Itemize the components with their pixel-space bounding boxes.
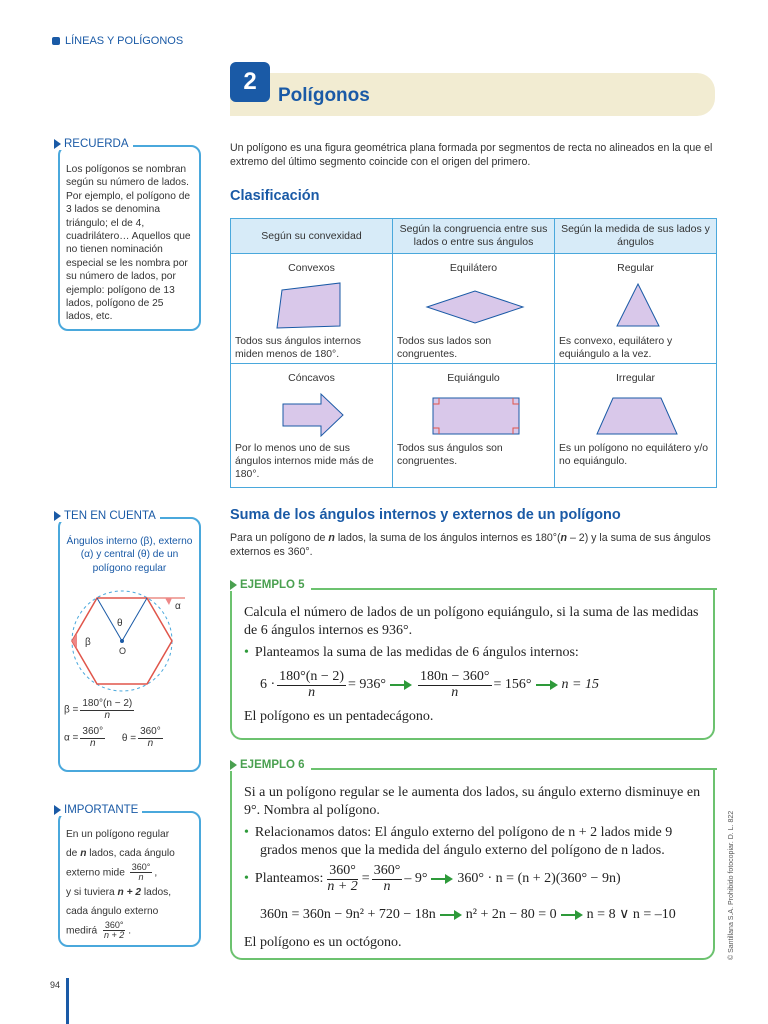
- table-cell: Regular Es convexo, equilátero y equiángulo a la vez.: [554, 253, 717, 364]
- ejemplo5-equation: 6 · $\frac{180^\circ(n - 2)}{n}$ = 936° $\frac{180n - 360^\circ}{n}$ = 156° n = 15: [260, 669, 599, 700]
- hexagon-diagram: [65, 581, 197, 696]
- suma-heading: Suma de los ángulos internos y externos de un polígono: [230, 507, 621, 523]
- triangle-icon: [54, 511, 61, 521]
- page-number: 94: [50, 980, 61, 990]
- ejemplo6-conclusion: El polígono es un octógono.: [244, 935, 402, 950]
- ejemplo5-box: [230, 579, 715, 740]
- ejemplo6-statement: Si a un polígono regular se le aumenta dos lados, su ángulo externo disminuye en 9°. Nombra al polígono.: [244, 785, 701, 818]
- ejemplo5-title: EJEMPLO 5: [230, 579, 311, 591]
- page-margin-line: [66, 978, 69, 1024]
- table-header: Según la medida de sus lados y ángulos: [554, 218, 717, 254]
- table-header: Según su convexidad: [230, 218, 393, 254]
- formula-beta: β = $\frac{180^\circ(n - 2)}{n}$: [64, 698, 133, 721]
- importante-text: En un polígono regular de n lados, cada ángulo externo mide $\frac{360^\circ}{n}$ , y si tuviera n + 2 lados, cada ángulo externo medirá $\frac{360^\circ}{n + 2}$ .: [66, 829, 175, 941]
- arrow-icon: [536, 680, 558, 690]
- section-tag: [52, 35, 183, 47]
- recuerda-text: Los polígonos se nombran según su número de lados. Por ejemplo, el polígono de 3 lados se denomina triángulo; el de 4, cuadrilátero… Aquellos que no tienen nominación especial se les nombra por su número de lados, por ejemplo: polígono de 13 lados, polígono de 25 lados, etc.: [66, 164, 191, 323]
- arrow-icon: [431, 874, 453, 884]
- table-cell: Convexos Todos sus ángulos internos miden menos de 180°.: [230, 253, 393, 364]
- table-header: Según la congruencia entre sus lados o entre sus ángulos: [392, 218, 555, 254]
- ejemplo5-statement: Calcula el número de lados de un polígono equiángulo, si la suma de las medidas de 6 ángulos internos es 936°.: [244, 605, 699, 638]
- intro-paragraph: Un polígono es una figura geométrica plana formada por segmentos de recta no alineados en la que el extremo del último segmento coincide con el origen del primero.: [230, 142, 713, 168]
- table-cell: Irregular Es un polígono no equilátero y/o no equiángulo.: [554, 363, 717, 488]
- beta-label: β: [85, 637, 91, 648]
- alpha-label: α: [175, 601, 181, 612]
- ejemplo5-conclusion: El polígono es un pentadecágono.: [244, 709, 434, 724]
- arrow-icon: [561, 910, 583, 920]
- section-number: 2: [230, 62, 270, 102]
- table-cell: Equilátero Todos sus lados son congruentes.: [392, 253, 555, 364]
- table-cell: Equiángulo Todos sus ángulos son congruentes.: [392, 363, 555, 488]
- table-cell: Cóncavos Por lo menos uno de sus ángulos internos mide más de 180°.: [230, 363, 393, 488]
- page-title: Polígonos: [278, 85, 370, 106]
- importante-box: [58, 804, 201, 947]
- triangle-shape: [615, 282, 661, 328]
- ten-en-cuenta-box: [58, 510, 201, 772]
- ejemplo5-bullet: • Planteamos la suma de las medidas de 6 ángulos internos:: [244, 645, 579, 660]
- o-label: O: [119, 646, 127, 656]
- clasificacion-heading: Clasificación: [230, 188, 320, 204]
- ejemplo6-bullet1: • Relacionamos datos: El ángulo externo del polígono de n + 2 lados mide 9 grados menos que la medida del ángulo externo del polígono de n lados.: [244, 825, 673, 858]
- arrow-icon: [440, 910, 462, 920]
- formula-alpha-theta: α = $\frac{360^\circ}{n}$ θ = $\frac{360^\circ}{n}$: [64, 726, 161, 749]
- importante-title: IMPORTANTE: [54, 804, 142, 816]
- recuerda-title: RECUERDA: [54, 138, 133, 150]
- triangle-icon: [230, 580, 237, 590]
- triangle-icon: [54, 805, 61, 815]
- arrow-concave-shape: [281, 392, 345, 438]
- rectangle-shape: [431, 396, 521, 436]
- section-label: LÍNEAS Y POLÍGONOS: [65, 35, 184, 47]
- suma-paragraph: Para un polígono de n lados, la suma de los ángulos internos es 180°(n – 2) y la suma de sus ángulos externos es 360°.: [230, 532, 711, 558]
- rhombus-shape: [425, 289, 525, 329]
- triangle-icon: [54, 139, 61, 149]
- triangle-icon: [230, 760, 237, 770]
- ejemplo6-bullet2: • Planteamos: $\frac{360^\circ}{n + 2}$ = $\frac{360^\circ}{n}$ – 9° 360° · n = (n + 2)(360° − 9n): [244, 863, 621, 894]
- recuerda-box: [58, 138, 201, 331]
- convex-polygon-shape: [276, 282, 346, 332]
- theta-label: θ: [117, 618, 123, 629]
- ejemplo6-title: EJEMPLO 6: [230, 759, 311, 771]
- classification-table: [230, 218, 717, 488]
- copyright-note: © Santillana S.A. Prohibido fotocopiar. D. L. 822: [728, 810, 735, 960]
- arrow-icon: [390, 680, 412, 690]
- ten-en-cuenta-text: Ángulos interno (β), externo (α) y central (θ) de un polígono regular: [66, 536, 193, 574]
- ejemplo6-box: [230, 759, 715, 960]
- trapezoid-shape: [595, 396, 679, 436]
- ejemplo6-equation: 360n = 360n − 9n² + 720 − 18n n² + 2n − 80 = 0 n = 8 ∨ n = –10: [260, 907, 676, 922]
- ten-en-cuenta-title: TEN EN CUENTA: [54, 510, 160, 522]
